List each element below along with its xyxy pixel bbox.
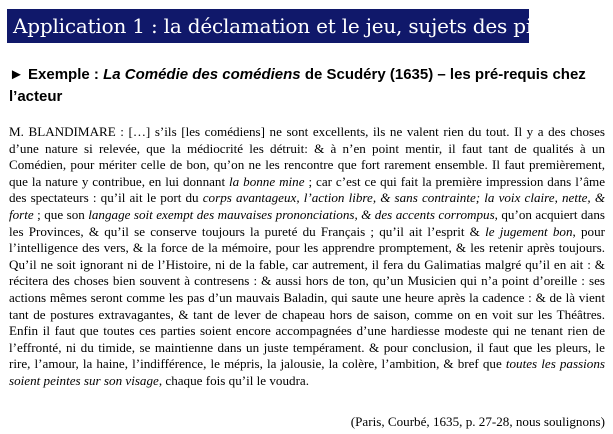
- work-title: La Comédie des comédiens: [103, 66, 301, 83]
- quote-text: , qu’on acquiert dans les Provinces, & qu’il se conserve toujours la pureté du Français ; qu’il ait l’esprit &: [9, 206, 605, 239]
- example-heading: [9, 64, 605, 108]
- quote-text: , chaque fois qu’il le voudra.: [158, 372, 310, 388]
- quote-text: , pour l’intelligence des vers, & la force de la mémoire, pour les apprendre promptement, & les retenir après toujours. Qu’il ne soit ignorant ni de l’Histoire, ni de la fable, car autrement, il fera du Galimatias malgré qu’il en ait : & récitera des choses bien souvent à contresens : & aussi hors de ton, qu’un Musicien qui n’a point d’oreille : ses actions mêmes seront comme les pas d’un mauvais Baladin, qui saute une heure après la cadence : & de là vient tant de postures extravagantes, & tant de lever de chapeau hors de saison, comme on en voit sur les Théâtres. Enfin il faut que toutes ces parties soient encore accompagnées d’une hardiesse modeste qui ne tenant rien de l’effronté, ni du timide, se maintienne dans un juste tempérament. & pour conclusion, il faut que les pleurs, le rire, l’amour, la haine, l’indifférence, le mépris, la jalousie, la colère, l’ambition, & bref que: [9, 223, 605, 372]
- quote-text: ; car c’est ce qui fait la première impression dans l’âme des spectateurs : qu’il ait le port du: [9, 173, 606, 206]
- quote-emphasis: langage soit exempt des mauvaises prononciations, & des accents corrompus: [88, 206, 495, 222]
- quote-emphasis: corps avantageux, l’action libre, & sans contrainte; la voix claire, nette, & forte: [9, 190, 605, 222]
- quote-emphasis: toutes les passions soient peintes sur son visage: [9, 356, 605, 388]
- quote-text: M. BLANDIMARE : […] s’ils [les comédiens] ne sont excellents, ils ne valent rien du tout. Il y a des choses d’une nature si relevée, que la médiocrité les détruit: & à n’en point mentir, il faut tant de qualités à un Comédien, pour mériter celle de bon, qu’on ne les rencontre que fort rarement ensemble. Il faut premièrement, que la nature y contribue, en lui donnant: [9, 124, 605, 189]
- bullet-icon: ►: [9, 66, 24, 83]
- quote-text: ; que son: [33, 206, 89, 222]
- example-prefix: Exemple :: [28, 66, 99, 83]
- slide-title: Application 1 : la déclamation et le jeu, sujets des pièces: [7, 9, 529, 43]
- quote-emphasis: le jugement bon: [485, 223, 573, 239]
- quote-passage: [9, 124, 605, 390]
- source-citation: (Paris, Courbé, 1635, p. 27-28, nous soulignons): [350, 414, 605, 429]
- example-suffix: de Scudéry (1635) – les pré-requis chez l’acteur: [9, 66, 586, 105]
- quote-emphasis: la bonne mine: [229, 173, 305, 189]
